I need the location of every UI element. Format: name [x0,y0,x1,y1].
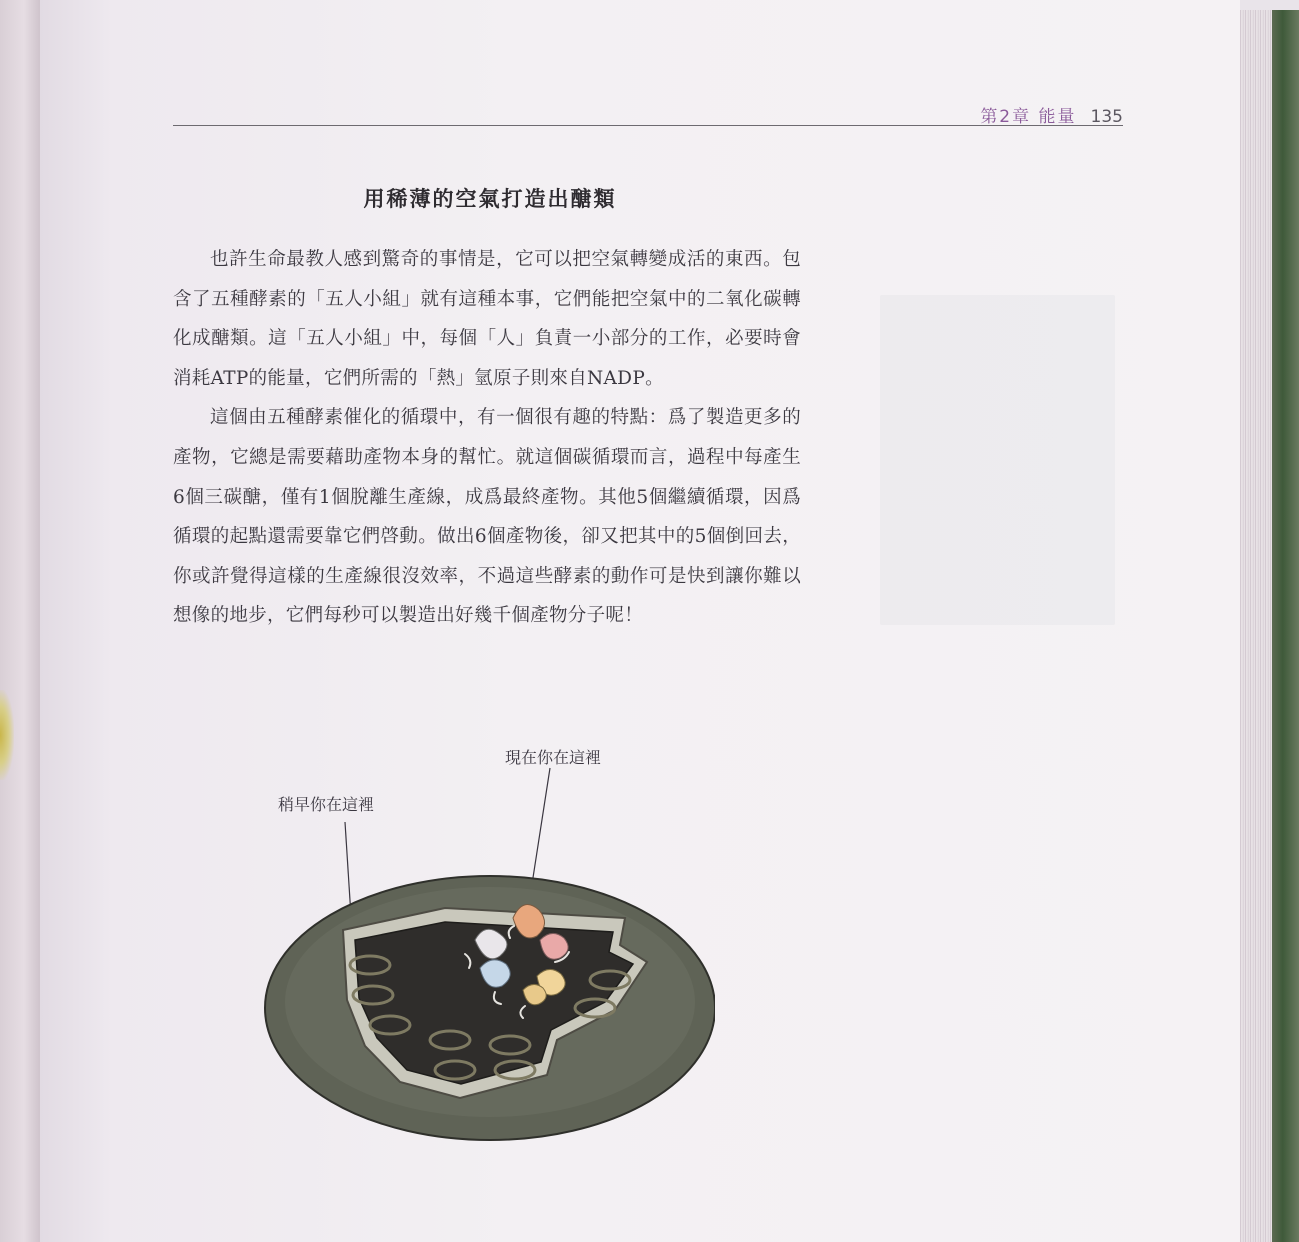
chapter-title: 第2章 能量 [980,107,1077,127]
left-page-leaf-illustration [0,690,14,780]
running-head [980,102,1123,127]
section-title: 用稀薄的空氣打造出醣類 [363,187,617,211]
body-text [173,240,801,636]
paragraph-2: 這個由五種酵素催化的循環中，有一個很有趣的特點：爲了製造更多的產物，它總是需要藉助產物本身的幫忙。就這個碳循環而言，過程中每產生6個三碳醣，僅有1個脫離生產線，成爲最終產物。其他5個繼續循環，因爲循環的起點還需要靠它們啓動。做出6個產物後，卻又把其中的5個倒回去，你或許覺得這樣的生產線很沒效率，不過這些酵素的動作可是快到讓你難以想像的地步，它們每秒可以製造出好幾千個產物分子呢！ [173,407,801,627]
label-now-here: 現在你在這裡 [505,748,602,767]
label-earlier-here: 稍早你在這裡 [278,795,375,814]
page-number: 135 [1090,107,1123,127]
bleed-through-area [880,295,1115,625]
book-cover-edge [1272,10,1299,1242]
enzyme-cycle-illustration [255,740,715,1160]
paragraph-1: 也許生命最教人感到驚奇的事情是，它可以把空氣轉變成活的東西。包含了五種酵素的「五人小組」就有這種本事，它們能把空氣中的二氧化碳轉化成醣類。這「五人小組」中，每個「人」負責一小部分的工作，必要時會消耗ATP的能量，它們所需的「熱」氫原子則來自NADP。 [173,249,801,389]
